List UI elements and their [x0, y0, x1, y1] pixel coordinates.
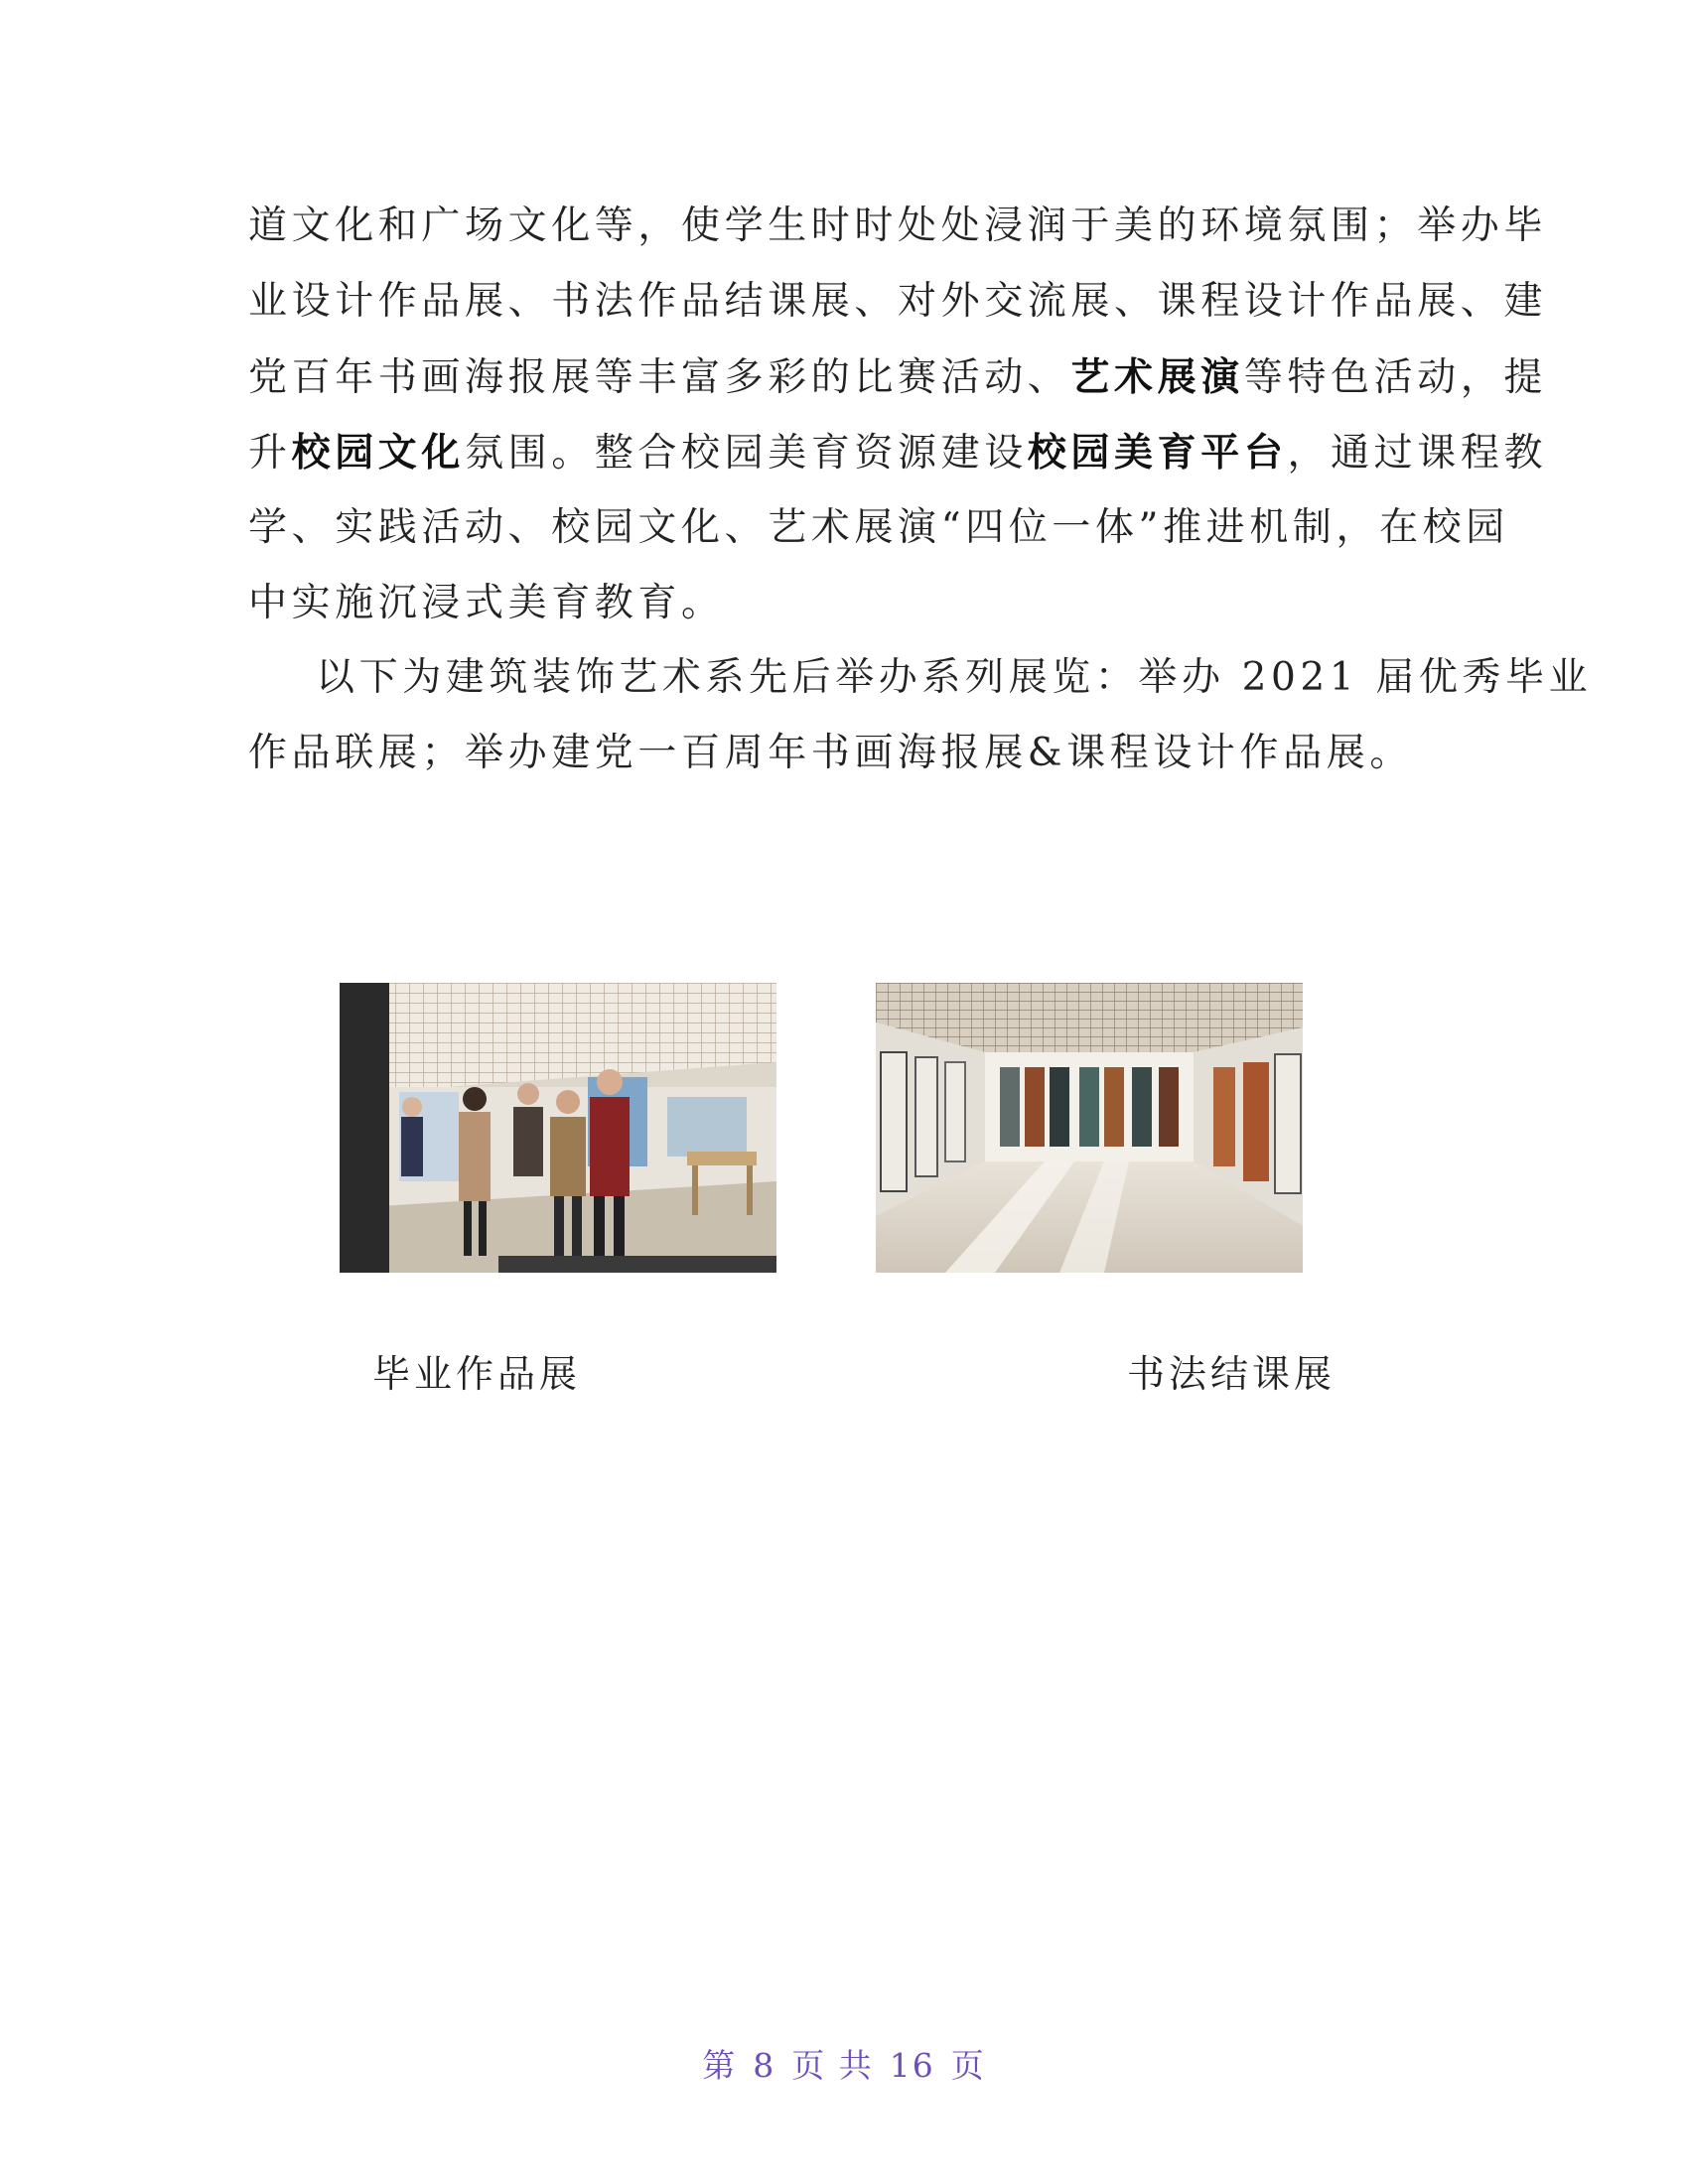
paragraph-line: 业设计作品展、书法作品结课展、对外交流展、课程设计作品展、建: [248, 279, 1548, 324]
calligraphy-exhibition-photo: [876, 983, 1303, 1273]
paragraph-line: 学、实践活动、校园文化、艺术展演“四位一体”推进机制，在校园: [248, 505, 1509, 550]
caption-calligraphy-exhibition: 书法结课展: [1127, 1352, 1336, 1396]
paragraph-1: [248, 189, 1548, 641]
bold-term: 艺术展演: [1070, 354, 1244, 400]
text-run: 升: [248, 431, 292, 476]
text-run: 党百年书画海报展等丰富多彩的比赛活动、: [248, 355, 1071, 400]
footer-suffix: 页: [950, 2046, 986, 2085]
page-total: 16: [889, 2046, 935, 2085]
footer-middle: 页 共: [791, 2046, 874, 2085]
graduation-exhibition-photo: [340, 983, 776, 1273]
paragraph-line: 道文化和广场文化等，使学生时时处处浸润于美的环境氛围；举办毕: [248, 204, 1548, 248]
paragraph-line: 中实施沉浸式美育教育。: [248, 581, 725, 625]
paragraph-line: [248, 415, 1548, 490]
caption-graduation-exhibition: 毕业作品展: [372, 1352, 582, 1396]
text-run: 氛围。整合校园美育资源建设: [465, 431, 1028, 476]
paragraph-line: 以下为建筑装饰艺术系先后举办系列展览：举办 2021 届优秀毕业: [316, 655, 1593, 700]
footer-prefix: 第: [702, 2046, 738, 2085]
text-run: 等特色活动，提: [1243, 355, 1548, 400]
text-run: ，通过课程教: [1287, 431, 1548, 476]
bold-term: 校园美育平台: [1027, 430, 1288, 476]
paragraph-line: 作品联展；举办建党一百周年书画海报展&课程设计作品展。: [248, 731, 1413, 775]
page-footer: [0, 2040, 1688, 2087]
bold-term: 校园文化: [291, 430, 466, 476]
paragraph-line: [248, 340, 1548, 415]
page-number: 8: [753, 2046, 776, 2085]
paragraph-2: [248, 640, 1593, 791]
